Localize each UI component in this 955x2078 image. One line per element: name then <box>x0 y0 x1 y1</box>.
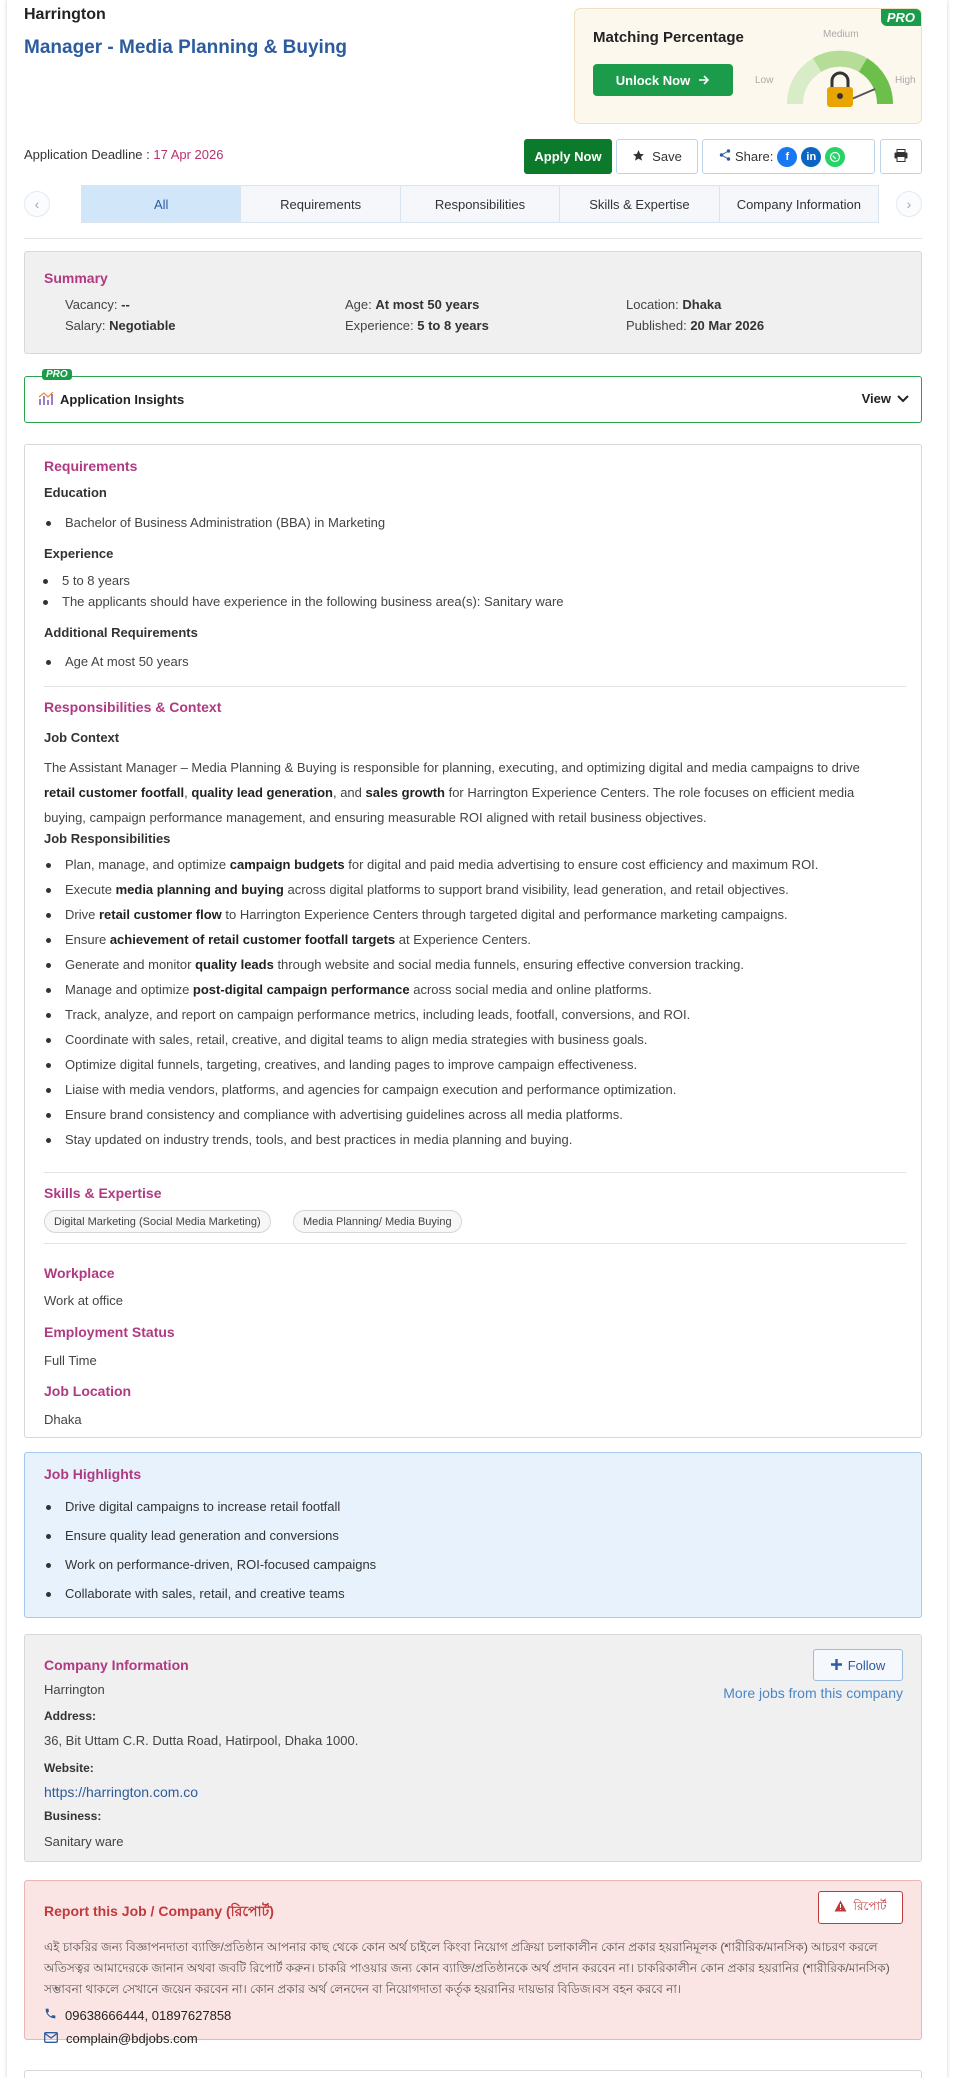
deadline-date: 17 Apr 2026 <box>153 147 224 162</box>
share-icon <box>719 149 731 164</box>
summary-vacancy: Vacancy: -- <box>65 297 130 312</box>
address-heading: Address: <box>44 1709 97 1723</box>
experience-list <box>41 571 564 613</box>
insights-view-toggle[interactable]: View <box>862 391 909 406</box>
responsibility-item: Stay updated on industry trends, tools, and best practices in media planning and buying. <box>44 1130 914 1155</box>
company-business: Sanitary ware <box>44 1834 124 1849</box>
responsibility-item: Coordinate with sales, retail, creative, and digital teams to align media strategies with business goals. <box>44 1030 914 1055</box>
responsibility-item: Execute media planning and buying across digital platforms to support brand visibility, lead generation, and retail objectives. <box>44 880 914 905</box>
report-card <box>24 1880 922 2046</box>
report-phone: 09638666444, 01897627858 <box>44 2007 231 2023</box>
star-icon <box>632 149 645 165</box>
requirements-title: Requirements <box>44 458 138 474</box>
responsibility-item: Ensure achievement of retail customer footfall targets at Experience Centers. <box>44 930 914 955</box>
list-item: Age At most 50 years <box>44 652 189 677</box>
tabs-next-arrow[interactable]: › <box>896 191 922 217</box>
application-insights-bar[interactable] <box>24 369 922 423</box>
job-title: Manager - Media Planning & Buying <box>24 37 348 58</box>
company-information-card <box>24 1634 922 1862</box>
workplace-value: Work at office <box>44 1293 123 1308</box>
responsibility-item: Generate and monitor quality leads through website and social media funnels, ensuring effective conversion tracking. <box>44 955 914 980</box>
experience-heading: Experience <box>44 546 114 561</box>
list-item: Drive digital campaigns to increase retail footfall <box>44 1497 376 1526</box>
next-card-edge <box>24 2070 922 2078</box>
save-label: Save <box>652 149 682 164</box>
summary-card <box>24 251 922 354</box>
job-responsibilities-heading: Job Responsibilities <box>44 831 171 846</box>
mail-icon <box>44 2031 58 2046</box>
phone-icon <box>44 2007 57 2023</box>
tab-all[interactable]: All <box>82 186 241 222</box>
list-item: Bachelor of Business Administration (BBA) in Marketing <box>44 513 385 538</box>
responsibility-item: Optimize digital funnels, targeting, creatives, and landing pages to improve campaign effectiveness. <box>44 1055 914 1080</box>
tab-list <box>81 185 879 223</box>
divider <box>44 1243 906 1244</box>
linkedin-icon[interactable]: in <box>801 147 821 167</box>
gauge-low-label: Low <box>755 75 774 86</box>
education-list <box>44 513 385 538</box>
business-heading: Business: <box>44 1809 102 1823</box>
job-location-title: Job Location <box>44 1383 132 1399</box>
company-website-link[interactable]: https://harrington.com.co <box>44 1784 199 1800</box>
job-location-value: Dhaka <box>44 1412 82 1427</box>
divider <box>24 238 922 239</box>
company-name[interactable]: Harrington <box>24 6 106 23</box>
employment-status-value: Full Time <box>44 1353 97 1368</box>
summary-age: Age: At most 50 years <box>345 297 480 312</box>
divider <box>44 686 906 687</box>
job-highlights-card <box>24 1452 922 1618</box>
tab-company-information[interactable]: Company Information <box>720 186 878 222</box>
report-email[interactable]: complain@bdjobs.com <box>44 2031 198 2046</box>
job-details-card <box>24 444 922 1438</box>
summary-published: Published: 20 Mar 2026 <box>626 318 765 333</box>
section-tabs <box>24 185 922 223</box>
list-item: Work on performance-driven, ROI-focused campaigns <box>44 1555 376 1584</box>
employment-status-title: Employment Status <box>44 1324 175 1340</box>
list-item: Ensure quality lead generation and conversions <box>44 1526 376 1555</box>
responsibility-item: Plan, manage, and optimize campaign budgets for digital and paid media advertising to ensure cost efficiency and maximum ROI. <box>44 855 914 880</box>
job-context-text: The Assistant Manager – Media Planning & Buying is responsible for planning, executing, and optimizing digital and media campaigns to drive retail customer footfall, quality lead generation, and sales growth for Harrington Experience Centers. The role focuses on efficient media buying, campaign performance management, and ensuring measurable ROI aligned with retail business objectives. <box>44 760 860 825</box>
skill-chip[interactable]: Media Planning/ Media Buying <box>293 1210 462 1233</box>
report-button[interactable]: রিপোর্ট <box>818 1891 903 1924</box>
tab-skills-expertise[interactable]: Skills & Expertise <box>560 186 719 222</box>
unlock-label: Unlock Now <box>615 72 691 88</box>
highlights-list <box>44 1497 376 1613</box>
page-frame <box>7 0 947 2078</box>
plus-icon <box>831 1658 842 1673</box>
print-button[interactable] <box>880 139 922 174</box>
job-highlights-title: Job Highlights <box>44 1466 142 1482</box>
responsibility-item: Drive retail customer flow to Harrington Experience Centers through targeted digital and performance marketing campaigns. <box>44 905 914 930</box>
summary-salary: Salary: Negotiable <box>65 318 176 333</box>
responsibilities-title: Responsibilities & Context <box>44 699 222 715</box>
insights-label: Application Insights <box>38 391 184 408</box>
tabs-prev-arrow[interactable]: ‹ <box>24 191 50 217</box>
warning-icon <box>834 1900 847 1915</box>
skill-chip[interactable]: Digital Marketing (Social Media Marketing) <box>44 1210 271 1233</box>
application-deadline <box>24 147 223 162</box>
responsibility-item: Manage and optimize post-digital campaign performance across social media and online platforms. <box>44 980 914 1005</box>
summary-experience: Experience: 5 to 8 years <box>345 318 489 333</box>
additional-list <box>44 652 189 677</box>
company-info-title: Company Information <box>44 1657 189 1673</box>
share-group <box>702 139 875 174</box>
skills-title: Skills & Expertise <box>44 1185 162 1201</box>
more-jobs-link[interactable]: More jobs from this company <box>723 1685 903 1701</box>
deadline-label: Application Deadline : <box>24 147 154 162</box>
additional-requirements-heading: Additional Requirements <box>44 625 198 640</box>
match-gauge <box>755 29 916 119</box>
workplace-title: Workplace <box>44 1265 115 1281</box>
job-context-heading: Job Context <box>44 730 120 745</box>
gauge-high-label: High <box>895 75 916 86</box>
summary-title: Summary <box>44 270 108 286</box>
education-heading: Education <box>44 485 107 500</box>
save-button[interactable] <box>616 139 698 174</box>
arrow-right-icon <box>698 73 710 88</box>
facebook-icon[interactable]: f <box>777 147 797 167</box>
printer-icon <box>894 149 908 165</box>
gauge-medium-label: Medium <box>823 29 859 40</box>
website-heading: Website: <box>44 1761 94 1775</box>
whatsapp-icon[interactable] <box>825 147 845 167</box>
responsibility-item: Ensure brand consistency and compliance with advertising guidelines across all media platforms. <box>44 1105 914 1130</box>
tab-responsibilities[interactable]: Responsibilities <box>401 186 560 222</box>
responsibilities-list <box>44 855 914 1155</box>
responsibility-item: Track, analyze, and report on campaign performance metrics, including leads, footfall, conversions, and ROI. <box>44 1005 914 1030</box>
responsibility-item: Liaise with media vendors, platforms, and agencies for campaign execution and performance optimization. <box>44 1080 914 1105</box>
matching-percentage-card <box>574 8 922 124</box>
insights-chart-icon <box>38 391 54 408</box>
share-label: Share: <box>735 149 774 164</box>
list-item: The applicants should have experience in the following business area(s): Sanitary ware <box>41 592 564 613</box>
report-title: Report this Job / Company (রিপোর্ট) <box>44 1903 274 1919</box>
unlock-now-button[interactable] <box>593 64 733 96</box>
pro-badge: PRO <box>881 9 921 26</box>
report-description: এই চাকরির জন্য বিজ্ঞাপনদাতা ব্যাক্তি/প্রতিষ্ঠান আপনার কাছ থেকে কোন অর্থ চাইলে কিংবা নিয়োগ প্রক্রিয়া চলাকালীন কোন প্রকার হয়রানিমূলক (শারীরিক/মানসিক) আচরণ করলে অতিসত্বর আমাদেরকে জানান অথবা জবটি রিপোর্ট করুন। চাকরি পাওয়ার জন্য কোন ব্যাক্তি/প্রতিষ্ঠানকে অর্থ প্রদান করবেন না। চাকরিকালীন কোন প্রকার হয়রানির (শারীরিক/মানসিক) সম্ভাবনা থাকলে সেখানে জয়েন করবেন না। কোন প্রকার অর্থ লেনদেন বা নিয়োগদাতা কর্তৃক হয়রানির দায়ভার বিডিজ।বস বহন করবে না। <box>44 1940 890 1996</box>
matching-title: Matching Percentage <box>593 29 744 46</box>
summary-location: Location: Dhaka <box>626 297 722 312</box>
list-item: 5 to 8 years <box>41 571 564 592</box>
apply-now-button[interactable]: Apply Now <box>524 139 612 174</box>
follow-button[interactable]: Follow <box>813 1649 903 1681</box>
divider <box>44 1172 906 1173</box>
chevron-down-icon <box>897 391 909 406</box>
company-name: Harrington <box>44 1682 105 1697</box>
list-item: Collaborate with sales, retail, and creative teams <box>44 1584 376 1613</box>
company-address: 36, Bit Uttam C.R. Dutta Road, Hatirpool, Dhaka 1000. <box>44 1733 359 1748</box>
pro-badge: PRO <box>42 369 72 380</box>
tab-requirements[interactable]: Requirements <box>241 186 400 222</box>
